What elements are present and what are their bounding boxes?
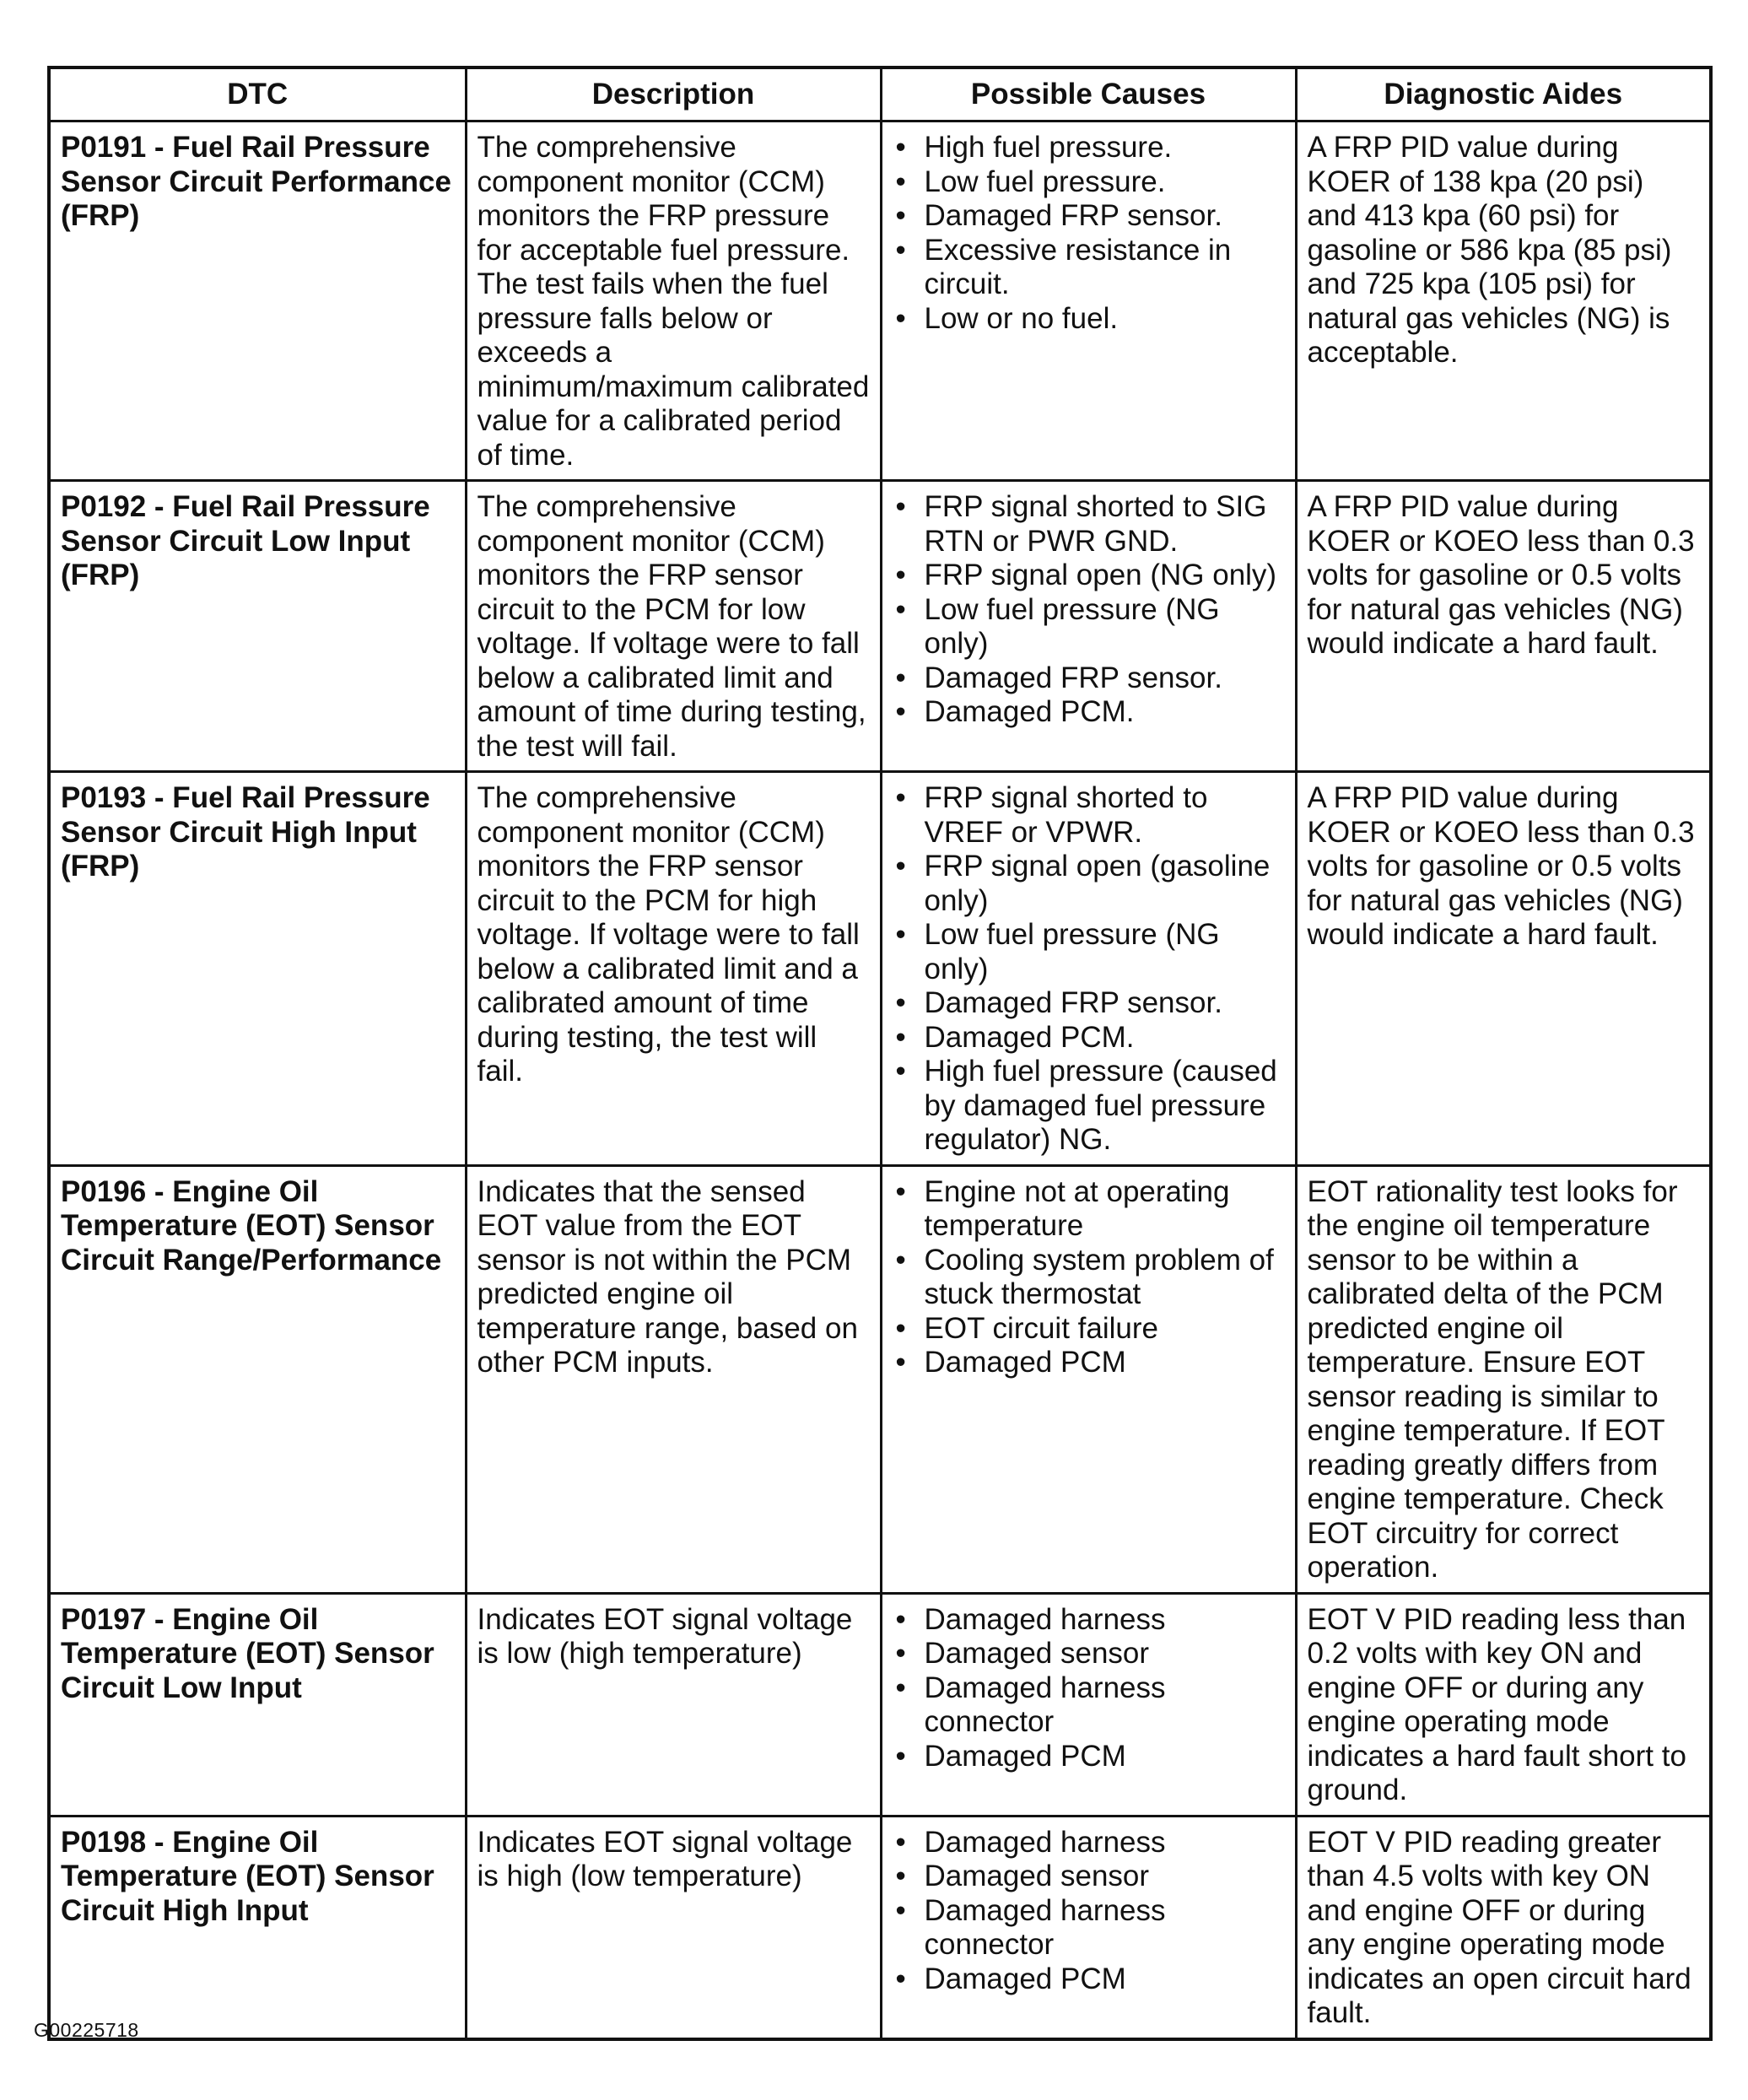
description-cell: The comprehensive component monitor (CCM) monitors the FRP sensor circuit to the PCM for low voltage. If voltage were to fall below a calibrated limit and amount of time during testing, the test will fail.: [466, 481, 881, 772]
causes-cell: [881, 1165, 1296, 1593]
dtc-code-cell: P0193 - Fuel Rail Pressure Sensor Circuit High Input (FRP): [49, 772, 466, 1166]
cause-item: • EOT circuit failure: [893, 1312, 1285, 1347]
cause-item: • Damaged sensor: [893, 1637, 1285, 1671]
cause-item: • Damaged PCM.: [893, 695, 1285, 730]
causes-list: [893, 1175, 1285, 1380]
cause-item: • Low fuel pressure.: [893, 165, 1285, 200]
diagnostic-aides-cell: EOT V PID reading less than 0.2 volts with key ON and engine OFF or during any engine operating mode indicates a hard fault short to ground.: [1296, 1593, 1711, 1816]
table-row: [49, 481, 1711, 772]
cause-item: • Damaged PCM: [893, 1346, 1285, 1380]
causes-cell: [881, 121, 1296, 481]
cause-item: • Damaged harness: [893, 1826, 1285, 1860]
dtc-code-cell: P0192 - Fuel Rail Pressure Sensor Circuit Low Input (FRP): [49, 481, 466, 772]
causes-cell: [881, 1816, 1296, 2039]
causes-list: [893, 781, 1285, 1158]
diagnostic-aides-cell: EOT V PID reading greater than 4.5 volts with key ON and engine OFF or during any engine operating mode indicates an open circuit hard fault.: [1296, 1816, 1711, 2039]
cause-item: • Damaged FRP sensor.: [893, 986, 1285, 1021]
cause-item: • Damaged PCM.: [893, 1021, 1285, 1055]
header-possible-causes: Possible Causes: [881, 67, 1296, 121]
diagnostic-aides-cell: EOT rationality test looks for the engine oil temperature sensor to be within a calibrated delta of the PCM predicted engine oil temperature. Ensure EOT sensor reading is similar to engine temperature. If EOT reading greatly differs from engine temperature. Check EOT circuitry for correct operation.: [1296, 1165, 1711, 1593]
cause-item: • Low fuel pressure (NG only): [893, 918, 1285, 986]
diagnostic-aides-cell: A FRP PID value during KOER of 138 kpa (20 psi) and 413 kpa (60 psi) for gasoline or 586 kpa (85 psi) and 725 kpa (105 psi) for natural gas vehicles (NG) is acceptable.: [1296, 121, 1711, 481]
figure-id: G00225718: [34, 2019, 139, 2041]
table-row: [49, 1816, 1711, 2039]
cause-item: • High fuel pressure (caused by damaged fuel pressure regulator) NG.: [893, 1055, 1285, 1158]
causes-list: [893, 131, 1285, 336]
causes-cell: [881, 1593, 1296, 1816]
cause-item: • Low or no fuel.: [893, 302, 1285, 337]
dtc-table: [47, 66, 1713, 2041]
dtc-code-cell: P0197 - Engine Oil Temperature (EOT) Sensor Circuit Low Input: [49, 1593, 466, 1816]
cause-item: • Engine not at operating temperature: [893, 1175, 1285, 1244]
header-diagnostic-aides: Diagnostic Aides: [1296, 67, 1711, 121]
cause-item: • Cooling system problem of stuck thermostat: [893, 1244, 1285, 1312]
diagnostic-aides-cell: A FRP PID value during KOER or KOEO less than 0.3 volts for gasoline or 0.5 volts for natural gas vehicles (NG) would indicate a hard fault.: [1296, 481, 1711, 772]
causes-list: [893, 1603, 1285, 1774]
cause-item: • Damaged FRP sensor.: [893, 661, 1285, 696]
diagnostic-aides-cell: A FRP PID value during KOER or KOEO less than 0.3 volts for gasoline or 0.5 volts for natural gas vehicles (NG) would indicate a hard fault.: [1296, 772, 1711, 1166]
table-row: [49, 121, 1711, 481]
header-row: [49, 67, 1711, 121]
cause-item: • Damaged PCM: [893, 1962, 1285, 1997]
causes-list: [893, 490, 1285, 730]
header-dtc: DTC: [49, 67, 466, 121]
causes-list: [893, 1826, 1285, 1997]
header-description: Description: [466, 67, 881, 121]
cause-item: • Damaged FRP sensor.: [893, 199, 1285, 234]
description-cell: The comprehensive component monitor (CCM) monitors the FRP sensor circuit to the PCM for high voltage. If voltage were to fall below a calibrated limit and a calibrated amount of time during testing, the test will fail.: [466, 772, 881, 1166]
cause-item: • FRP signal shorted to SIG RTN or PWR GND.: [893, 490, 1285, 559]
cause-item: • Damaged harness connector: [893, 1671, 1285, 1740]
cause-item: • Damaged harness: [893, 1603, 1285, 1638]
causes-cell: [881, 481, 1296, 772]
cause-item: • FRP signal open (NG only): [893, 559, 1285, 593]
cause-item: • Damaged harness connector: [893, 1894, 1285, 1962]
dtc-code-cell: P0191 - Fuel Rail Pressure Sensor Circuit Performance (FRP): [49, 121, 466, 481]
cause-item: • FRP signal open (gasoline only): [893, 850, 1285, 918]
table-row: [49, 1165, 1711, 1593]
cause-item: • FRP signal shorted to VREF or VPWR.: [893, 781, 1285, 850]
cause-item: • Excessive resistance in circuit.: [893, 234, 1285, 302]
cause-item: • High fuel pressure.: [893, 131, 1285, 165]
table-row: [49, 1593, 1711, 1816]
description-cell: Indicates EOT signal voltage is high (low temperature): [466, 1816, 881, 2039]
dtc-code-cell: P0198 - Engine Oil Temperature (EOT) Sensor Circuit High Input: [49, 1816, 466, 2039]
cause-item: • Damaged sensor: [893, 1860, 1285, 1894]
causes-cell: [881, 772, 1296, 1166]
dtc-code-cell: P0196 - Engine Oil Temperature (EOT) Sensor Circuit Range/Performance: [49, 1165, 466, 1593]
description-cell: Indicates EOT signal voltage is low (high temperature): [466, 1593, 881, 1816]
cause-item: • Low fuel pressure (NG only): [893, 593, 1285, 661]
description-cell: Indicates that the sensed EOT value from the EOT sensor is not within the PCM predicted engine oil temperature range, based on other PCM inputs.: [466, 1165, 881, 1593]
description-cell: The comprehensive component monitor (CCM) monitors the FRP pressure for acceptable fuel pressure. The test fails when the fuel pressure falls below or exceeds a minimum/maximum calibrated value for a calibrated period of time.: [466, 121, 881, 481]
table-row: [49, 772, 1711, 1166]
cause-item: • Damaged PCM: [893, 1740, 1285, 1774]
